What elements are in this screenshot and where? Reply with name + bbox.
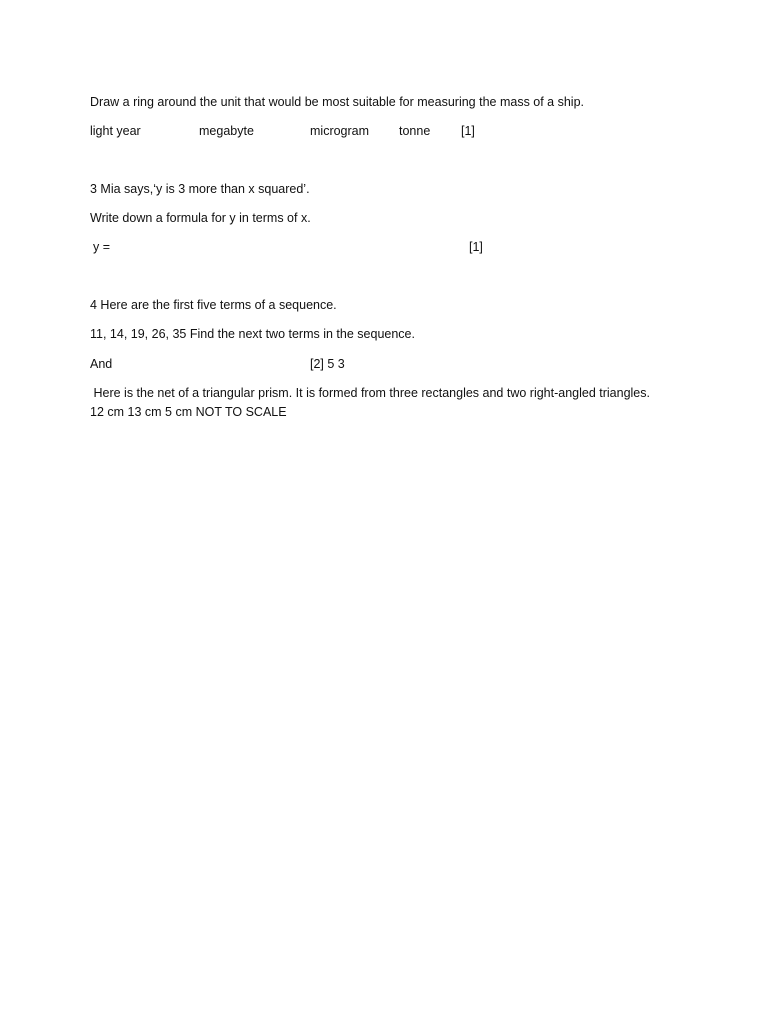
q5-diagram-labels: 12 cm 13 cm 5 cm NOT TO SCALE — [90, 405, 287, 419]
q5-statement: Here is the net of a triangular prism. It is formed from three rectangles and two right-angled triangles. — [90, 386, 650, 400]
q3-answer-label: y = — [93, 240, 111, 254]
q4-sequence-line: 11, 14, 19, 26, 35 Find the next two terms in the sequence. — [90, 327, 415, 341]
q4-statement: 4 Here are the first five terms of a sequence. — [90, 298, 337, 312]
q2-prompt: Draw a ring around the unit that would be most suitable for measuring the mass of a ship. — [90, 95, 585, 109]
q2-option-tonne: tonne — [399, 124, 431, 138]
q3-statement: 3 Mia says,‘y is 3 more than x squared’. — [90, 182, 310, 196]
q3-marks: [1] — [469, 240, 483, 254]
q3-instruction: Write down a formula for y in terms of x. — [90, 211, 311, 225]
q2-option-light-year: light year — [90, 124, 141, 138]
q4-answer-label: And — [90, 357, 113, 371]
q2-option-microgram: microgram — [310, 124, 370, 138]
q2-option-megabyte: megabyte — [199, 124, 254, 138]
q2-marks: [1] — [461, 124, 475, 138]
q4-marks-and-page: [2] 5 3 — [310, 357, 345, 371]
